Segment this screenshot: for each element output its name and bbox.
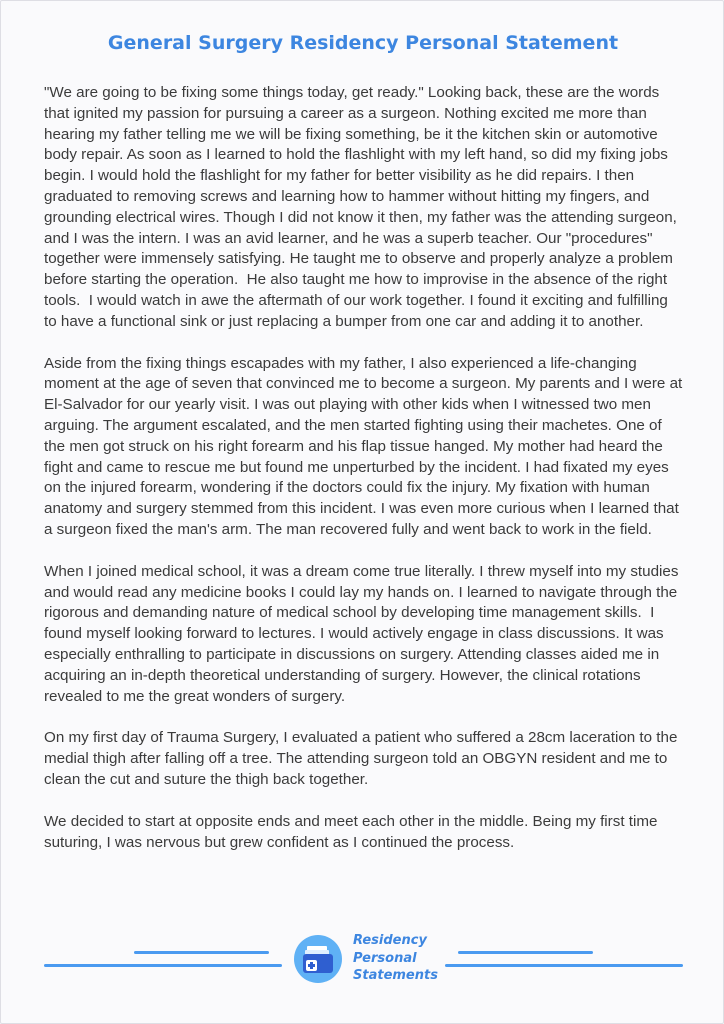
page-title: General Surgery Residency Personal Statement <box>107 32 619 54</box>
paragraph: When I joined medical school, it was a dream come true literally. I threw myself into my studies and would read any medicine books I could lay my hands on. I learned to navigate through the rigorous and demanding nature of medical school by developing time management skills. I found myself looking forward to lectures. I would actively engage in class discussions. It was especially enthralling to participate in discussions on surgery. Attending classes aided me in acquiring an in-depth theoretical understanding of surgery. However, the clinical rotations revealed to me the great wonders of surgery. <box>44 562 683 705</box>
footer-divider-right-bottom <box>445 964 683 967</box>
footer-divider-right-top <box>458 951 593 954</box>
logo-line: Statements <box>353 968 438 983</box>
statement-body <box>44 83 687 874</box>
footer-branding <box>1 925 724 995</box>
paragraph: We decided to start at opposite ends and meet each other in the middle. Being my first time suturing, I was nervous but grew confident as I continued the process. <box>44 812 662 851</box>
logo-line: Personal <box>353 950 417 966</box>
medical-folder-icon <box>294 935 342 983</box>
logo-wordmark <box>353 932 438 985</box>
paragraph: On my first day of Trauma Surgery, I evaluated a patient who suffered a 28cm laceration to the medial thigh after falling off a tree. The attending surgeon told an OBGYN resident and me to clean the cut and suture the thigh back together. <box>44 729 682 788</box>
footer-divider-left-bottom <box>44 964 282 967</box>
paragraph: Aside from the fixing things escapades with my father, I also experienced a life-changing moment at the age of seven that convinced me to become a surgeon. My parents and I were at El-Salvador for our yearly visit. I was out playing with other kids when I witnessed two men arguing. The argument escalated, and the men started fighting using their machetes. One of the men got struck on his right forearm and his flap tissue hanged. My mother had heard the fight and came to rescue me but found me unperturbed by the incident. I had fixated my eyes on the injured forearm, wondering if the doctors could fix the injury. My fixation with human anatomy and surgery stemmed from this incident. I was even more curious when I learned that a surgeon fixed the man's arm. The man recovered fully and went back to work in the field. <box>44 354 687 538</box>
logo-line: Residency <box>353 933 427 948</box>
logo-badge <box>294 935 342 983</box>
paragraph: "We are going to be fixing some things today, get ready." Looking back, these are the words that ignited my passion for pursuing a career as a surgeon. Nothing excited me more than hearing my father telling me we will be fixing something, be it the kitchen skin or automotive body repair. As soon as I learned to hold the flashlight with my left hand, so did my fixing jobs begin. I would hold the flashlight for my father for better visibility as he did repairs. I then graduated to removing screws and learning how to hammer without hitting my fingers, and grounding electrical wires. Though I did not know it then, my father was the attending surgeon, and I was the intern. I was an avid learner, and he was a superb teacher. Our "procedures" together were immensely satisfying. He taught me to observe and properly analyze a problem before starting the operation. He also taught me how to improvise in the absence of the right tools. I would watch in awe the aftermath of our work together. I found it exciting and fulfilling to have a functional sink or just replacing a bumper from one car and adding it to another. <box>44 84 682 330</box>
footer-divider-left-top <box>134 951 269 954</box>
